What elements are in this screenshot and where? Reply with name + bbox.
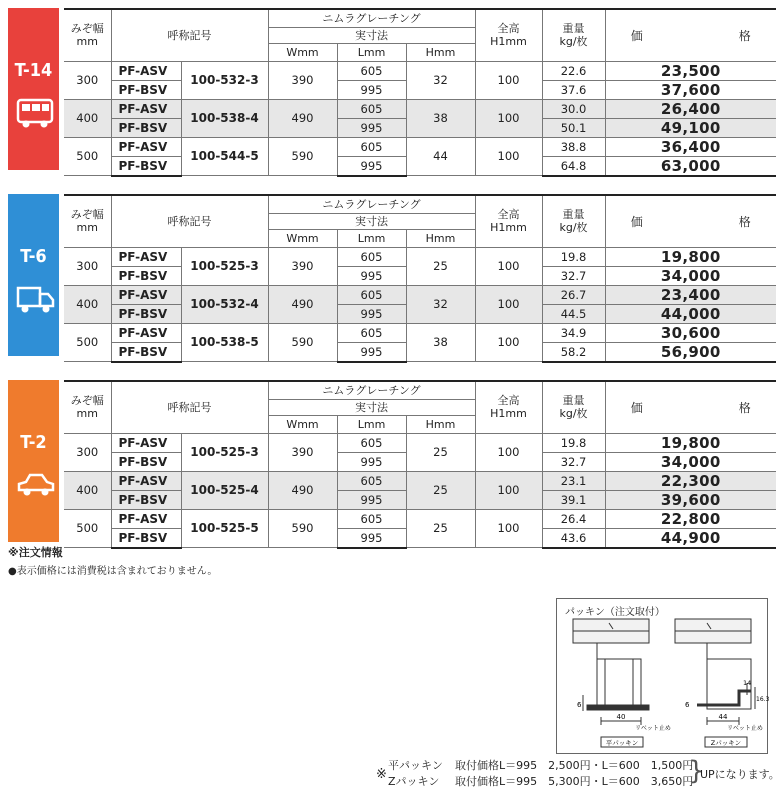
rivet-left-label: リベット止め (635, 725, 671, 732)
h1-value: 100 (475, 99, 542, 137)
weight-value: 32.7 (542, 266, 605, 285)
actual-size-header: 実寸法 (268, 27, 475, 43)
height-header: 全高 H1mm (475, 9, 542, 61)
w-header: Wmm (268, 229, 337, 247)
spec-block-t-2 (8, 380, 776, 547)
code-value: PF-BSV (111, 266, 181, 285)
load-class-label: T-14 (14, 60, 53, 81)
weight-value: 39.1 (542, 490, 605, 509)
table-row (64, 509, 776, 528)
price-value: 22,300 (605, 471, 776, 490)
l-value: 995 (337, 156, 406, 176)
weight-value: 26.7 (542, 285, 605, 304)
w-value: 490 (268, 285, 337, 323)
h-value: 25 (406, 509, 475, 548)
table-row (64, 323, 776, 342)
code-header: 呼称記号 (111, 9, 268, 61)
weight-header: 重量 kg/枚 (542, 195, 605, 247)
w-value: 590 (268, 509, 337, 548)
load-class-tab (8, 8, 63, 170)
l-value: 995 (337, 118, 406, 137)
l-value: 605 (337, 61, 406, 80)
l-value: 995 (337, 528, 406, 548)
price-value: 39,600 (605, 490, 776, 509)
h-value: 32 (406, 61, 475, 99)
code-value: PF-ASV (111, 433, 181, 452)
l-value: 605 (337, 285, 406, 304)
l-value: 605 (337, 471, 406, 490)
h1-value: 100 (475, 509, 542, 548)
price-value: 30,600 (605, 323, 776, 342)
footer-brace: } (688, 756, 705, 786)
actual-size-header: 実寸法 (268, 213, 475, 229)
h-value: 25 (406, 247, 475, 285)
width-value: 500 (64, 509, 111, 548)
part-number: 100-525-3 (181, 247, 268, 285)
height-header: 全高 H1mm (475, 195, 542, 247)
w-value: 590 (268, 323, 337, 362)
load-class-label: T-6 (20, 246, 47, 267)
l-header: Lmm (337, 229, 406, 247)
code-value: PF-BSV (111, 304, 181, 323)
code-value: PF-BSV (111, 452, 181, 471)
weight-value: 64.8 (542, 156, 605, 176)
code-header: 呼称記号 (111, 195, 268, 247)
z-packing-drawing (675, 619, 755, 725)
bus-icon (16, 94, 56, 130)
weight-header: 重量 kg/枚 (542, 9, 605, 61)
part-number: 100-532-3 (181, 61, 268, 99)
z-packing-price: 取付価格L＝995 5,300円・L＝600 3,650円 (455, 775, 694, 788)
l-value: 605 (337, 99, 406, 118)
table-row (64, 247, 776, 266)
price-header: 価 格 (605, 9, 776, 61)
flat-packing-name: 平パッキン (388, 759, 443, 772)
l-value: 995 (337, 80, 406, 99)
weight-value: 58.2 (542, 342, 605, 362)
h1-value: 100 (475, 285, 542, 323)
dim-right-bottom: 44 (718, 713, 728, 721)
dim-left-side: 6 (577, 701, 582, 709)
order-info-title: ※注文情報 (8, 546, 63, 559)
code-value: PF-BSV (111, 80, 181, 99)
load-class-tab (8, 194, 63, 356)
spec-table (64, 194, 776, 363)
table-row (64, 433, 776, 452)
price-value: 49,100 (605, 118, 776, 137)
table-row (64, 285, 776, 304)
up-note: UPになります。 (700, 768, 780, 781)
width-value: 300 (64, 61, 111, 99)
z-packing-caption: Zパッキン (710, 739, 742, 747)
part-number: 100-525-5 (181, 509, 268, 548)
price-value: 23,400 (605, 285, 776, 304)
l-value: 605 (337, 433, 406, 452)
dim-right-16-3: 16.3 (756, 696, 770, 703)
spec-table (64, 8, 776, 177)
h1-value: 100 (475, 137, 542, 176)
table-row (64, 61, 776, 80)
w-value: 490 (268, 471, 337, 509)
h1-value: 100 (475, 433, 542, 471)
part-number: 100-532-4 (181, 285, 268, 323)
code-value: PF-BSV (111, 156, 181, 176)
weight-value: 22.6 (542, 61, 605, 80)
price-value: 37,600 (605, 80, 776, 99)
dim-right-14: 14 (743, 679, 752, 687)
footer-mark: ※ (376, 767, 387, 782)
weight-value: 30.0 (542, 99, 605, 118)
z-packing-name: Zパッキン (388, 775, 440, 788)
price-value: 44,900 (605, 528, 776, 548)
w-value: 390 (268, 247, 337, 285)
price-value: 34,000 (605, 266, 776, 285)
spec-block-t-14 (8, 8, 776, 175)
packing-diagram (556, 598, 768, 754)
part-number: 100-525-4 (181, 471, 268, 509)
tax-note: ●表示価格には消費税は含まれておりません。 (8, 566, 218, 577)
code-value: PF-ASV (111, 247, 181, 266)
packing-drawing (557, 599, 770, 753)
l-value: 995 (337, 304, 406, 323)
weight-value: 26.4 (542, 509, 605, 528)
width-header: みぞ幅 mm (64, 195, 111, 247)
width-value: 500 (64, 323, 111, 362)
width-value: 300 (64, 433, 111, 471)
h-header: Hmm (406, 43, 475, 61)
code-value: PF-BSV (111, 342, 181, 362)
l-value: 995 (337, 266, 406, 285)
price-value: 22,800 (605, 509, 776, 528)
price-value: 19,800 (605, 247, 776, 266)
h-value: 38 (406, 99, 475, 137)
h1-value: 100 (475, 323, 542, 362)
width-value: 400 (64, 99, 111, 137)
price-value: 44,000 (605, 304, 776, 323)
weight-value: 38.8 (542, 137, 605, 156)
load-class-label: T-2 (20, 432, 47, 453)
price-value: 63,000 (605, 156, 776, 176)
width-value: 400 (64, 285, 111, 323)
part-number: 100-544-5 (181, 137, 268, 176)
table-row (64, 137, 776, 156)
weight-value: 44.5 (542, 304, 605, 323)
h1-value: 100 (475, 61, 542, 99)
flat-packing-drawing (573, 619, 649, 725)
l-value: 605 (337, 323, 406, 342)
part-number: 100-538-4 (181, 99, 268, 137)
rivet-right-label: リベット止め (727, 725, 763, 732)
truck-icon (16, 280, 56, 316)
grating-header: ニムラグレーチング (268, 195, 475, 213)
w-header: Wmm (268, 415, 337, 433)
weight-value: 50.1 (542, 118, 605, 137)
w-value: 590 (268, 137, 337, 176)
code-header: 呼称記号 (111, 381, 268, 433)
w-value: 390 (268, 61, 337, 99)
width-header: みぞ幅 mm (64, 381, 111, 433)
code-value: PF-BSV (111, 118, 181, 137)
flat-packing-price: 取付価格L＝995 2,500円・L＝600 1,500円 (455, 759, 694, 772)
width-header: みぞ幅 mm (64, 9, 111, 61)
weight-value: 19.8 (542, 247, 605, 266)
weight-value: 32.7 (542, 452, 605, 471)
price-value: 23,500 (605, 61, 776, 80)
grating-header: ニムラグレーチング (268, 381, 475, 399)
h-value: 25 (406, 471, 475, 509)
dim-right-side: 6 (685, 701, 690, 709)
width-value: 500 (64, 137, 111, 176)
l-value: 605 (337, 247, 406, 266)
code-value: PF-ASV (111, 509, 181, 528)
code-value: PF-BSV (111, 490, 181, 509)
h1-value: 100 (475, 471, 542, 509)
part-number: 100-525-3 (181, 433, 268, 471)
l-value: 605 (337, 137, 406, 156)
h-value: 44 (406, 137, 475, 176)
w-value: 490 (268, 99, 337, 137)
price-header: 価 格 (605, 195, 776, 247)
h-header: Hmm (406, 415, 475, 433)
price-value: 34,000 (605, 452, 776, 471)
code-value: PF-ASV (111, 471, 181, 490)
price-value: 56,900 (605, 342, 776, 362)
table-row (64, 99, 776, 118)
code-value: PF-ASV (111, 99, 181, 118)
width-value: 400 (64, 471, 111, 509)
l-value: 995 (337, 490, 406, 509)
h-value: 38 (406, 323, 475, 362)
l-value: 995 (337, 342, 406, 362)
weight-value: 37.6 (542, 80, 605, 99)
w-header: Wmm (268, 43, 337, 61)
weight-value: 19.8 (542, 433, 605, 452)
price-value: 26,400 (605, 99, 776, 118)
code-value: PF-ASV (111, 285, 181, 304)
load-class-tab (8, 380, 63, 542)
part-number: 100-538-5 (181, 323, 268, 362)
code-value: PF-BSV (111, 528, 181, 548)
weight-header: 重量 kg/枚 (542, 381, 605, 433)
h1-value: 100 (475, 247, 542, 285)
car-icon (16, 466, 56, 502)
weight-value: 23.1 (542, 471, 605, 490)
code-value: PF-ASV (111, 137, 181, 156)
weight-value: 34.9 (542, 323, 605, 342)
price-value: 36,400 (605, 137, 776, 156)
code-value: PF-ASV (111, 61, 181, 80)
w-value: 390 (268, 433, 337, 471)
l-value: 605 (337, 509, 406, 528)
table-row (64, 471, 776, 490)
price-value: 19,800 (605, 433, 776, 452)
grating-header: ニムラグレーチング (268, 9, 475, 27)
flat-packing-caption: 平パッキン (605, 739, 639, 747)
height-header: 全高 H1mm (475, 381, 542, 433)
l-header: Lmm (337, 43, 406, 61)
h-value: 32 (406, 285, 475, 323)
actual-size-header: 実寸法 (268, 399, 475, 415)
width-value: 300 (64, 247, 111, 285)
h-header: Hmm (406, 229, 475, 247)
spec-block-t-6 (8, 194, 776, 361)
l-header: Lmm (337, 415, 406, 433)
dim-left-bottom: 40 (616, 713, 626, 721)
code-value: PF-ASV (111, 323, 181, 342)
price-header: 価 格 (605, 381, 776, 433)
spec-table (64, 380, 776, 549)
l-value: 995 (337, 452, 406, 471)
h-value: 25 (406, 433, 475, 471)
weight-value: 43.6 (542, 528, 605, 548)
diagram-title: パッキン（注文取付） (565, 607, 665, 618)
